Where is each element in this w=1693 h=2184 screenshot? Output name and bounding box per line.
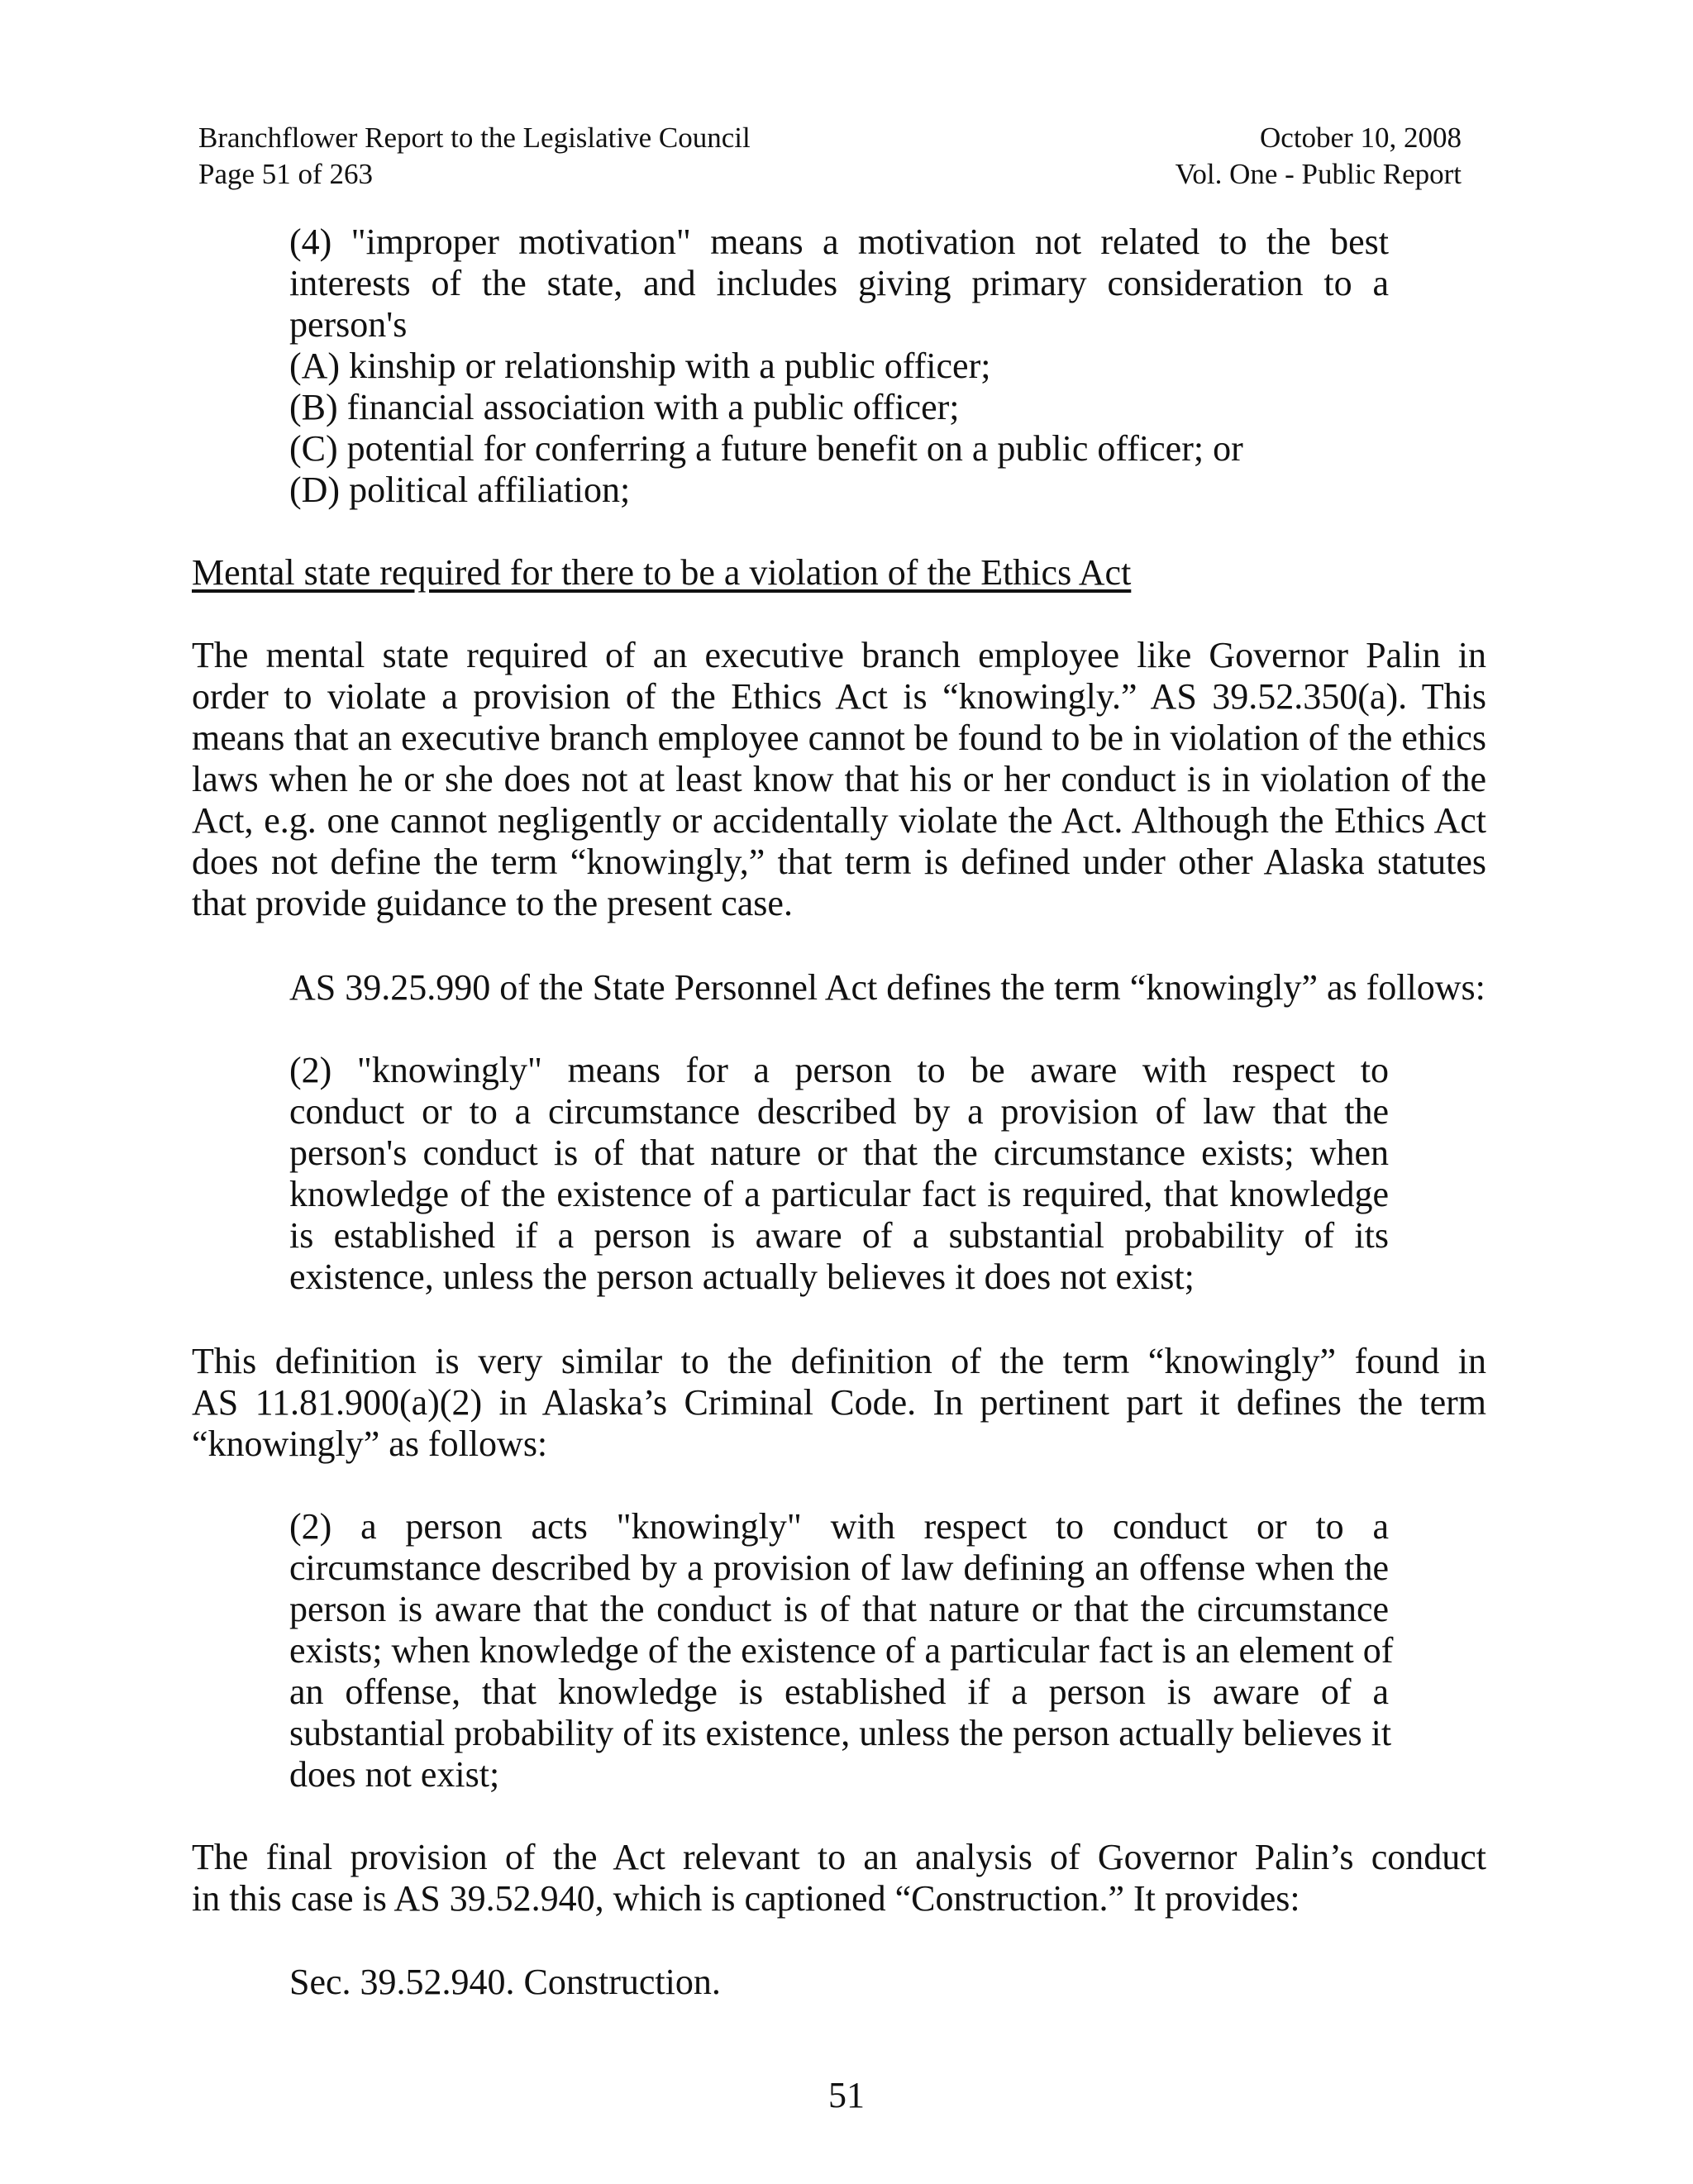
- quote-line: (2) "knowingly" means for a person to be aware with respect to: [289, 1050, 1389, 1090]
- quote-line: exists; when knowledge of the existence of a particular fact is an element of: [289, 1630, 1394, 1671]
- paragraph-line: laws when he or she does not at least know that his or her conduct is in violation of the: [192, 759, 1486, 799]
- definition-line: (4) "improper motivation" means a motivation not related to the best: [289, 222, 1389, 262]
- quote-line: is established if a person is aware of a substantial probability of its: [289, 1215, 1389, 1256]
- paragraph-line: The mental state required of an executive branch employee like Governor Palin in: [192, 635, 1486, 675]
- header-right: [1176, 120, 1462, 193]
- paragraph-line: The final provision of the Act relevant to an analysis of Governor Palin’s conduct: [192, 1837, 1486, 1877]
- section-caption: Sec. 39.52.940. Construction.: [289, 1962, 721, 2002]
- quote-line: does not exist;: [289, 1754, 500, 1795]
- paragraph-line: This definition is very similar to the definition of the term “knowingly” found in: [192, 1341, 1486, 1381]
- quote-line: (2) a person acts "knowingly" with respect to conduct or to a: [289, 1506, 1389, 1547]
- paragraph-construction: [192, 1837, 1486, 1919]
- quote-line: circumstance described by a provision of law defining an offense when the: [289, 1547, 1389, 1588]
- quote-line: an offense, that knowledge is established if a person is aware of a: [289, 1671, 1389, 1712]
- paragraph-line: order to violate a provision of the Ethics Act is “knowingly.” AS 39.52.350(a). This: [192, 676, 1486, 717]
- paragraph-line: Act, e.g. one cannot negligently or accidentally violate the Act. Although the Ethics Act: [192, 800, 1486, 841]
- page-number: 51: [828, 2075, 865, 2115]
- paragraph-line: does not define the term “knowingly,” that term is defined under other Alaska statutes: [192, 842, 1486, 882]
- improper-motivation-definition: [289, 222, 1389, 511]
- report-title: Branchflower Report to the Legislative Council: [198, 122, 751, 154]
- paragraph-line: AS 11.81.900(a)(2) in Alaska’s Criminal Code. In pertinent part it defines the term: [192, 1382, 1486, 1423]
- definition-line: (C) potential for conferring a future benefit on a public officer; or: [289, 428, 1243, 469]
- paragraph-line: in this case is AS 39.52.940, which is captioned “Construction.” It provides:: [192, 1878, 1300, 1919]
- paragraph-criminal-code: [192, 1341, 1486, 1465]
- paragraph-personnel-act: AS 39.25.990 of the State Personnel Act defines the term “knowingly” as follows:: [289, 967, 1486, 1008]
- volume-label: Vol. One - Public Report: [1175, 158, 1462, 190]
- paragraph-line: means that an executive branch employee cannot be found to be in violation of the ethics: [192, 718, 1486, 758]
- quote-personnel-act-definition: [289, 1050, 1389, 1298]
- quote-line: existence, unless the person actually believes it does not exist;: [289, 1257, 1195, 1297]
- definition-line: (B) financial association with a public officer;: [289, 387, 960, 427]
- paragraph-line: “knowingly” as follows:: [192, 1423, 548, 1464]
- quote-line: substantial probability of its existence, unless the person actually believes it: [289, 1713, 1392, 1753]
- definition-line: person's: [289, 304, 408, 345]
- definition-line: (D) political affiliation;: [289, 470, 631, 510]
- paragraph-mental-state: [192, 635, 1486, 924]
- page-count: Page 51 of 263: [198, 158, 373, 190]
- quote-criminal-code-definition: [289, 1506, 1394, 1795]
- report-date: October 10, 2008: [1260, 122, 1462, 154]
- paragraph-line: that provide guidance to the present case.: [192, 883, 793, 923]
- quote-line: knowledge of the existence of a particular fact is required, that knowledge: [289, 1174, 1389, 1214]
- quote-line: conduct or to a circumstance described by a provision of law that the: [289, 1091, 1389, 1132]
- quote-line: person is aware that the conduct is of that nature or that the circumstance: [289, 1589, 1389, 1629]
- header-left: [198, 120, 751, 193]
- definition-line: (A) kinship or relationship with a public officer;: [289, 346, 991, 386]
- section-heading: Mental state required for there to be a violation of the Ethics Act: [192, 552, 1132, 593]
- quote-line: person's conduct is of that nature or that the circumstance exists; when: [289, 1133, 1389, 1173]
- definition-line: interests of the state, and includes giving primary consideration to a: [289, 263, 1389, 303]
